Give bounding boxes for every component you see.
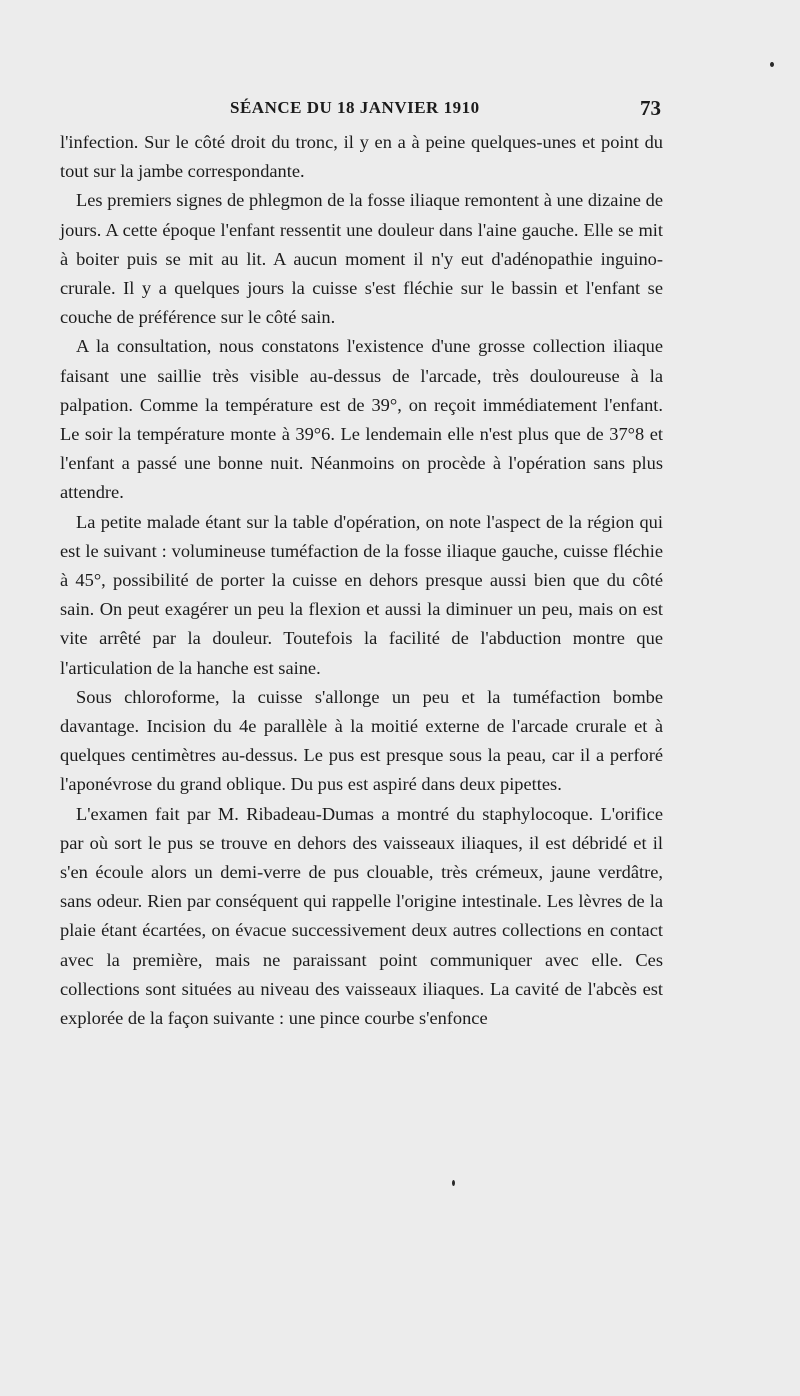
ink-speck — [452, 1180, 455, 1186]
paragraph-2: Les premiers signes de phlegmon de la fosse iliaque remontent à une dizaine de jours. A cette époque l'enfant ressentit une douleur dans l'aine gauche. Elle se mit à boiter puis se mit au lit. A aucun moment il n'y eut d'adénopathie inguino-crurale. Il y a quelques jours la cuisse s'est fléchie sur le bassin et l'enfant se couche de préférence sur le côté sain. — [60, 190, 663, 328]
running-head: SÉANCE DU 18 JANVIER 1910 — [230, 98, 480, 117]
body-text — [60, 128, 663, 1033]
ink-speck — [770, 62, 774, 67]
paragraph-3: A la consultation, nous constatons l'existence d'une grosse collection iliaque faisant une saillie très visible au-dessus de l'arcade, très douloureuse à la palpation. Comme la température est de 39°, on reçoit immédiatement l'enfant. Le soir la température monte à 39°6. Le lendemain elle n'est plus que de 37°8 et l'enfant a passé une bonne nuit. Néanmoins on procède à l'opération sans plus attendre. — [60, 336, 663, 503]
paragraph-1: l'infection. Sur le côté droit du tronc, il y en a à peine quelques-unes et point du tout sur la jambe correspondante. — [60, 132, 663, 182]
page-number: 73 — [640, 96, 661, 120]
page-header — [60, 96, 661, 126]
paragraph-6: L'examen fait par M. Ribadeau-Dumas a montré du staphylocoque. L'orifice par où sort le pus se trouve en dehors des vaisseaux iliaques, il est débridé et il s'en écoule alors un demi-verre de pus clouable, très crémeux, jaune verdâtre, sans odeur. Rien par conséquent qui rappelle l'origine intestinale. Les lèvres de la plaie étant écartées, on évacue successivement deux autres collections en contact avec la première, mais ne paraissant point communiquer avec elle. Ces collections sont situées au niveau des vaisseaux iliaques. La cavité de l'abcès est explorée de la façon suivante : une pince courbe s'enfonce — [60, 803, 663, 1029]
paragraph-4: La petite malade étant sur la table d'opération, on note l'aspect de la région qui est le suivant : volumineuse tuméfaction de la fosse iliaque gauche, cuisse fléchie à 45°, possibilité de porter la cuisse en dehors presque aussi bien que du côté sain. On peut exagérer un peu la flexion et aussi la diminuer un peu, mais on est vite arrêté par la douleur. Toutefois la facilité de l'abduction montre que l'articulation de la hanche est saine. — [60, 511, 663, 678]
paragraph-5: Sous chloroforme, la cuisse s'allonge un peu et la tuméfaction bombe davantage. Incision du 4e parallèle à la moitié externe de l'arcade crurale et à quelques centimètres au-dessus. Le pus est presque sous la peau, car il a perforé l'aponévrose du grand oblique. Du pus est aspiré dans deux pipettes. — [60, 686, 663, 795]
